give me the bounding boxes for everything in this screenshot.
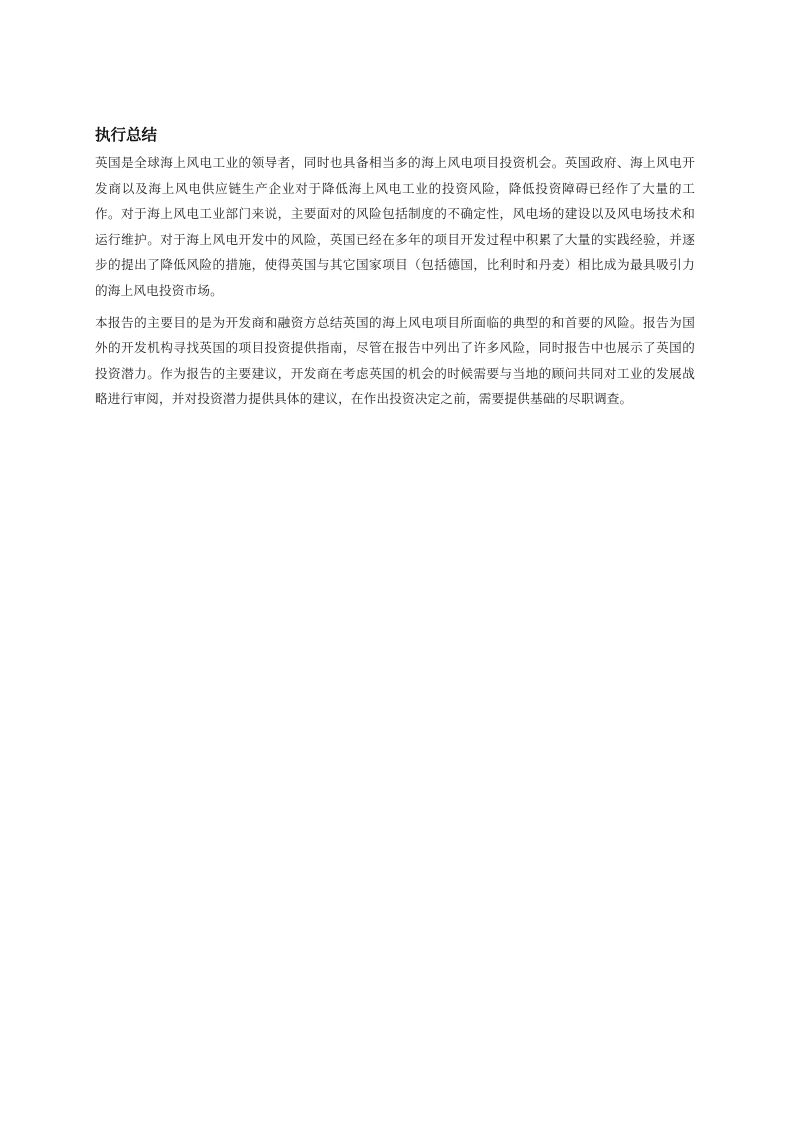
document-body (95, 124, 695, 418)
section-heading: 执行总结 (95, 126, 158, 144)
paragraph-1: 英国是全球海上风电工业的领导者，同时也具备相当多的海上风电项目投资机会。英国政府、海上风电开发商以及海上风电供应链生产企业对于降低海上风电工业的投资风险，降低投资障碍已经作了大量的工作。对于海上风电工业部门来说，主要面对的风险包括制度的不确定性，风电场的建设以及风电场技术和运行维护。对于海上风电开发中的风险，英国已经在多年的项目开发过程中积累了大量的实践经验，并逐步的提出了降低风险的措施，使得英国与其它国家项目（包括德国，比利时和丹麦）相比成为最具吸引力的海上风电投资市场。 (95, 155, 695, 298)
paragraph-2: 本报告的主要目的是为开发商和融资方总结英国的海上风电项目所面临的典型的和首要的风险。报告为国外的开发机构寻找英国的项目投资提供指南，尽管在报告中列出了许多风险，同时报告中也展示了英国的投资潜力。作为报告的主要建议，开发商在考虑英国的机会的时候需要与当地的顾问共同对工业的发展战略进行审阅，并对投资潜力提供具体的建议，在作出投资决定之前，需要提供基础的尽职调查。 (95, 314, 695, 407)
